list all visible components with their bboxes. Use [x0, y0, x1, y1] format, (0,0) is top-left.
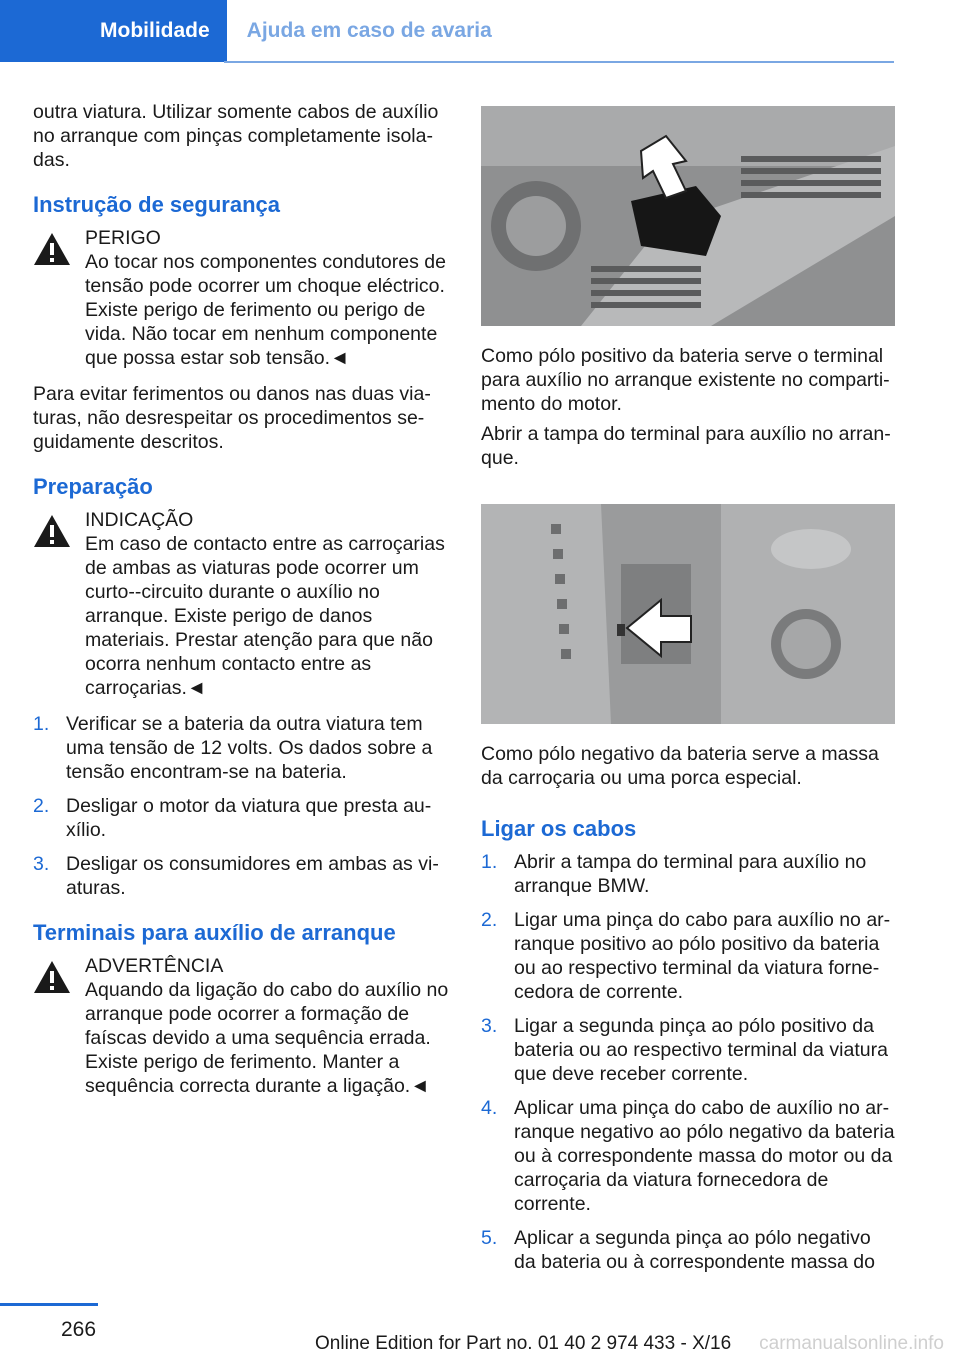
caption-negative-terminal: Como pólo negativo da bateria serve a massa da carroçaria ou uma porca especial.: [481, 743, 879, 789]
list-item: [481, 908, 895, 1004]
header-tabs: [0, 0, 512, 62]
footer-rule: [0, 1303, 98, 1306]
paragraph-procedimentos: Para evitar ferimentos ou danos nas duas viaturas, não desrespeitar os procedimentos seguidamente descritos.: [33, 383, 431, 453]
list-item: [33, 712, 449, 784]
step-text: Ligar uma pinça do cabo para auxílio no arranque positivo ao pólo positivo da bateria ou ao respectivo terminal da viatura fornecedora de corrente.: [514, 909, 891, 1003]
list-item: [481, 850, 895, 898]
watermark: carmanualsonline.info: [759, 1333, 944, 1354]
step-number: 2.: [33, 795, 50, 817]
step-text: Aplicar a segunda pinça ao pólo negativo da bateria ou à correspondente massa do: [514, 1227, 875, 1273]
warning-text: Em caso de contacto entre as carroçarias de ambas as viaturas pode ocorrer um curto--circuito durante o auxílio no arranque. Existe perigo de danos materiais. Prestar atenção para que não ocorra nenhum contacto entre as carroçarias.◄: [85, 533, 445, 699]
warning-title: INDICAÇÃO: [85, 509, 194, 531]
tab-mobilidade[interactable]: Mobilidade: [0, 0, 227, 62]
step-text: Abrir a tampa do terminal para auxílio no arranque BMW.: [514, 851, 867, 897]
section-title-ligar-cabos: Ligar os cabos: [481, 816, 637, 841]
tab-ajuda-em-caso-de-avaria[interactable]: Ajuda em caso de avaria: [246, 19, 492, 42]
step-number: 1.: [481, 851, 498, 873]
paragraph-abrir-tampa: Abrir a tampa do terminal para auxílio no arranque.: [481, 423, 891, 469]
engine-photo-positive-terminal: [481, 106, 895, 326]
warning-text: Ao tocar nos componentes condutores de tensão pode ocorrer um choque eléctrico. Existe perigo de ferimento ou perigo de vida. Não tocar em nenhum componente que possa estar sob tensão.◄: [85, 251, 446, 369]
step-text: Ligar a segunda pinça ao pólo positivo da bateria ou ao respectivo terminal da viatura que deve receber corrente.: [514, 1015, 888, 1085]
right-column: [481, 106, 895, 1286]
warning-block-indicacao: [33, 508, 449, 700]
warning-triangle-icon: [33, 960, 71, 994]
list-item: [33, 852, 449, 900]
step-number: 3.: [481, 1015, 498, 1037]
page-number: 266: [61, 1318, 97, 1341]
step-text: Aplicar uma pinça do cabo de auxílio no arranque negativo ao pólo negativo da bateria ou à correspondente massa do motor ou da carroçaria da viatura fornecedora de corrente.: [514, 1097, 895, 1215]
step-text: Verificar se a bateria da outra viatura tem uma tensão de 12 volts. Os dados sobre a tensão encontram-se na bateria.: [66, 713, 433, 783]
caption-positive-terminal: Como pólo positivo da bateria serve o terminal para auxílio no arranque existente no compartimento do motor.: [481, 345, 890, 415]
step-number: 5.: [481, 1227, 498, 1249]
intro-paragraph: outra viatura. Utilizar somente cabos de auxílio no arranque com pinças completamente isoladas.: [33, 101, 439, 171]
list-item: [481, 1014, 895, 1086]
edition-line: Online Edition for Part no. 01 40 2 974 433 - X/16: [315, 1333, 732, 1354]
step-number: 4.: [481, 1097, 498, 1119]
steps-preparacao: [33, 712, 449, 900]
section-title-seguranca: Instrução de segurança: [33, 192, 280, 217]
warning-title: ADVERTÊNCIA: [85, 955, 224, 977]
step-text: Desligar o motor da viatura que presta auxílio.: [66, 795, 432, 841]
warning-triangle-icon: [33, 514, 71, 548]
step-number: 2.: [481, 909, 498, 931]
engine-photo-negative-terminal: [481, 504, 895, 724]
warning-text: Aquando da ligação do cabo do auxílio no arranque pode ocorrer a formação de faíscas devido a uma sequência errada. Existe perigo de ferimento. Manter a sequência correcta durante a ligação.◄: [85, 979, 449, 1097]
warning-title: PERIGO: [85, 227, 161, 249]
step-number: 1.: [33, 713, 50, 735]
left-column: [33, 100, 449, 1110]
step-number: 3.: [33, 853, 50, 875]
list-item: [481, 1226, 895, 1274]
header-rule: [224, 61, 894, 63]
warning-block-perigo: [33, 226, 449, 370]
section-title-preparacao: Preparação: [33, 474, 153, 499]
steps-ligar-cabos: [481, 850, 895, 1274]
step-text: Desligar os consumidores em ambas as viaturas.: [66, 853, 439, 899]
list-item: [33, 794, 449, 842]
section-title-terminais: Terminais para auxílio de arranque: [33, 920, 396, 945]
warning-block-advertencia: [33, 954, 449, 1098]
warning-triangle-icon: [33, 232, 71, 266]
list-item: [481, 1096, 895, 1216]
